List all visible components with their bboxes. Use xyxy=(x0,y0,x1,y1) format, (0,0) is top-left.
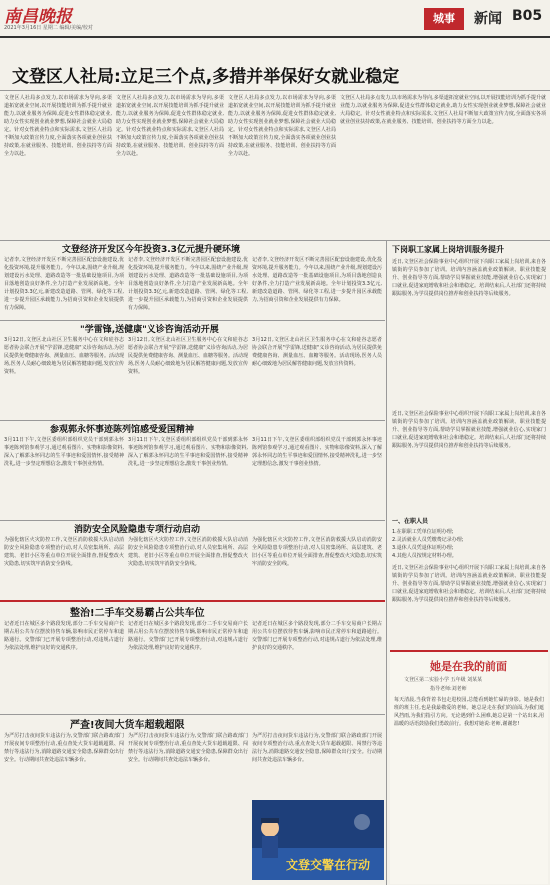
feature-author: 文登区第二实验小学 五年级 刘某某 xyxy=(404,677,483,683)
article-2-body-a: 记者李,文登经济开发区不断完善园区配套设施建设,优化投资环境,提升服务能力。今年以来,围绕产业升级,规划建设污水处理、道路改造等一批基础设施项目,为项目落地创造良好条件,全力打造产业发展新高地。全年计划投资3.3亿元,新建改造道路、管网、绿化等工程,进一步提升园区承载能力,为招商引资和企业发展提供有力保障。 xyxy=(4,257,124,311)
right-article-body-cont: 近日,文登区社会保险事业中心组织开展下岗职工家属上岗培训,来自各镇街的学员参加了培训。培训内容涵盖就业政策解读、职业技能提升、创业指导等方面,帮助学员掌握就业技能,增强就业信心,实现家门口就业,促进家庭增收和社会和谐稳定。培训结束后,人社部门还将持续跟踪服务,为学员提供岗位推荐和创业扶持等后续服务。 xyxy=(392,411,546,449)
masthead-rule xyxy=(0,36,550,38)
article-5-body-a: 为强化辖区火灾防控工作,文登区消防救援大队启动消防安全风险隐患专项整治行动,对人员密集场所、高层建筑、老旧小区等重点单位开展全面排查,督促整改火灾隐患,切实筑牢消防安全防线。 xyxy=(4,537,124,567)
masthead xyxy=(0,0,550,36)
list-item: 1.在职职工凭单位证明办理; xyxy=(392,529,454,535)
traffic-police-banner xyxy=(252,800,384,880)
section-tag: 城事 xyxy=(424,8,464,30)
rule-a4 xyxy=(0,520,385,521)
article-2-body-b: 记者李,文登经济开发区不断完善园区配套设施建设,优化投资环境,提升服务能力。今年以来,围绕产业升级,规划建设污水处理、道路改造等一批基础设施项目,为项目落地创造良好条件,全力打造产业发展新高地。全年计划投资3.3亿元,新建改造道路、管网、绿化等工程,进一步提升园区承载能力,为招商引资和企业发展提供有力保障。 xyxy=(128,257,248,311)
article-7-title: 严查!夜间大货车超载超限 xyxy=(70,720,185,731)
article-4-title: 参观郭永怀事迹陈列馆感受爱国精神 xyxy=(50,425,195,435)
feature-title: 她是在我的前面 xyxy=(430,660,507,673)
page-number: B05 xyxy=(512,8,543,24)
column-separator xyxy=(386,240,387,885)
right-article-title: 下岗职工家属上岗培训服务提升 xyxy=(392,245,504,254)
article-2-title: 文登经济开发区今年投资3.3亿元提升硬环境 xyxy=(62,245,240,255)
rule-a5 xyxy=(0,600,385,602)
article-3-body-c: 3月12日,文登区北山社区卫生服务中心在文和硅谷志愿者协会联合开展"学雷锋,送健康"义诊咨询活动,为居民提供免费健康咨询、测量血压、血糖等服务。活动现场,医务人员耐心细致地为居民解答健康问题,发放宣传资料。 xyxy=(252,337,382,367)
lead-story-col-2: 文登区人社局多点发力,以市场需求为导向,多渠道拓宽就业空间,以开展技能培训为抓手提升就业能力,以就业服务为保障,促进女性群体稳定就业,助力女性实现创业就业梦想,保障社会就业大局稳定。针对女性就业特点和实际需求,文登区人社局不断加大政策宣传力度,全面落实各项就业创业扶持政策,在就业服务、技能培训、创业扶持等方面全力以赴。 xyxy=(116,95,224,157)
article-5-body-b: 为强化辖区火灾防控工作,文登区消防救援大队启动消防安全风险隐患专项整治行动,对人员密集场所、高层建筑、老旧小区等重点单位开展全面排查,督促整改火灾隐患,切实筑牢消防安全防线。 xyxy=(128,537,248,567)
feature-body: 每天清晨,当我背着书包走进校园,总能看到她忙碌的身影。她是我们班的班主任,也是我最敬爱的老师。她总是走在我们的前面,为我们遮风挡雨,为我们指引方向。无论遇到什么困难,她总是第一个站出来,用温暖的话语鼓励我们勇敢前行。我想对她说:老师,谢谢您! xyxy=(394,697,544,727)
feature-essay xyxy=(390,650,548,884)
lead-rule xyxy=(0,240,550,241)
article-3-body-a: 3月12日,文登区北山社区卫生服务中心在文和硅谷志愿者协会联合开展"学雷锋,送健康"义诊咨询活动,为居民提供免费健康咨询、测量血压、血糖等服务。活动现场,医务人员耐心细致地为居民解答健康问题,发放宣传资料。 xyxy=(4,337,124,375)
article-7-body-b: 为严厉打击夜间货车违法行为,交警部门联合路政部门开展夜间专项整治行动,重点查处大货车超载超限、闯禁行等违法行为,消除道路交通安全隐患,保障群众出行安全。行动期间共查处违法车辆多台。 xyxy=(128,733,248,763)
list-item: 3.退休人员凭退休证明办理; xyxy=(392,545,454,551)
headline-rule xyxy=(0,90,550,91)
article-7-body-a: 为严厉打击夜间货车违法行为,交警部门联合路政部门开展夜间专项整治行动,重点查处大货车超载超限、闯禁行等违法行为,消除道路交通安全隐患,保障群众出行安全。行动期间共查处违法车辆多台。 xyxy=(4,733,124,763)
article-3-body-b: 3月12日,文登区北山社区卫生服务中心在文和硅谷志愿者协会联合开展"学雷锋,送健康"义诊咨询活动,为居民提供免费健康咨询、测量血压、血糖等服务。活动现场,医务人员耐心细致地为居民解答健康问题,发放宣传资料。 xyxy=(128,337,248,375)
article-7-body-c: 为严厉打击夜间货车违法行为,交警部门联合路政部门开展夜间专项整治行动,重点查处大货车超载超限、闯禁行等违法行为,消除道路交通安全隐患,保障群众出行安全。行动期间共查处违法车辆多台。 xyxy=(252,733,382,763)
rule-a2 xyxy=(0,320,385,321)
page-headline: 文登区人社局:立足三个点,多措并举保好女就业稳定 xyxy=(12,67,400,87)
article-5-title: 消防安全风险隐患专项行动启动 xyxy=(74,525,201,535)
right-list-heading: 一、在职人员 xyxy=(392,518,429,525)
article-6-body-a: 记者近日在城区多个路段发现,部分二手车交易商户长期占用公共车位摆放待售车辆,影响市民正常停车和道路通行。交警部门已开展专项整治行动,对违规占道行为依法处理,维护良好的交通秩序。 xyxy=(4,621,124,651)
right-article-body: 近日,文登区社会保险事业中心组织开展下岗职工家属上岗培训,来自各镇街的学员参加了培训。培训内容涵盖就业政策解读、职业技能提升、创业指导等方面,帮助学员掌握就业技能,增强就业信心,实现家门口就业,促进家庭增收和社会和谐稳定。培训结束后,人社部门还将持续跟踪服务,为学员提供岗位推荐和创业扶持等后续服务。 xyxy=(392,259,546,297)
page-column: 新闻 xyxy=(474,11,502,27)
newspaper-logo: 南昌晚报 xyxy=(4,7,72,27)
article-3-title: "学雷锋,送健康"义诊咨询活动开展 xyxy=(80,325,219,335)
rule-a6 xyxy=(0,714,385,715)
lead-story-col-4: 文登区人社局多点发力,以市场需求为导向,多渠道拓宽就业空间,以开展技能培训为抓手提升就业能力,以就业服务为保障,促进女性群体稳定就业,助力女性实现创业就业梦想,保障社会就业大局稳定。针对女性就业特点和实际需求,文登区人社局不断加大政策宣传力度,全面落实各项就业创业扶持政策,在就业服务、技能培训、创业扶持等方面全力以赴。 xyxy=(340,95,546,125)
lead-story-col-1: 文登区人社局多点发力,以市场需求为导向,多渠道拓宽就业空间,以开展技能培训为抓手提升就业能力,以就业服务为保障,促进女性群体稳定就业,助力女性实现创业就业梦想,保障社会就业大局稳定。针对女性就业特点和实际需求,文登区人社局不断加大政策宣传力度,全面落实各项就业创业扶持政策,在就业服务、技能培训、创业扶持等方面全力以赴。 xyxy=(4,95,112,157)
list-item: 2.灵活就业人员凭缴费记录办理; xyxy=(392,537,464,543)
rule-a3 xyxy=(0,420,385,421)
article-5-body-c: 为强化辖区火灾防控工作,文登区消防救援大队启动消防安全风险隐患专项整治行动,对人员密集场所、高层建筑、老旧小区等重点单位开展全面排查,督促整改火灾隐患,切实筑牢消防安全防线。 xyxy=(252,537,382,567)
article-2-body-c: 记者李,文登经济开发区不断完善园区配套设施建设,优化投资环境,提升服务能力。今年以来,围绕产业升级,规划建设污水处理、道路改造等一批基础设施项目,为项目落地创造良好条件,全力打造产业发展新高地。全年计划投资3.3亿元,新建改造道路、管网、绿化等工程,进一步提升园区承载能力,为招商引资和企业发展提供有力保障。 xyxy=(252,257,382,303)
article-4-body-c: 3月11日下午,文登区委组织部组织党员干部到郭永怀事迹陈列馆参观学习,通过观看图片、实物和影像资料,深入了解郭永怀同志的生平事迹和爱国情怀,接受精神洗礼,进一步坚定理想信念,激发干事创业热情。 xyxy=(252,437,382,467)
list-item: 4.其他人员按规定材料办理。 xyxy=(392,553,457,559)
article-4-body-b: 3月11日下午,文登区委组织部组织党员干部到郭永怀事迹陈列馆参观学习,通过观看图片、实物和影像资料,深入了解郭永怀同志的生平事迹和爱国情怀,接受精神洗礼,进一步坚定理想信念,激发干事创业热情。 xyxy=(128,437,248,467)
article-4-body-a: 3月11日下午,文登区委组织部组织党员干部到郭永怀事迹陈列馆参观学习,通过观看图片、实物和影像资料,深入了解郭永怀同志的生平事迹和爱国情怀,接受精神洗礼,进一步坚定理想信念,激发干事创业热情。 xyxy=(4,437,124,467)
feature-teacher: 指导老师:刘老师 xyxy=(430,686,467,692)
article-6-body-c: 记者近日在城区多个路段发现,部分二手车交易商户长期占用公共车位摆放待售车辆,影响市民正常停车和道路通行。交警部门已开展专项整治行动,对违规占道行为依法处理,维护良好的交通秩序。 xyxy=(252,621,382,651)
article-6-body-b: 记者近日在城区多个路段发现,部分二手车交易商户长期占用公共车位摆放待售车辆,影响市民正常停车和道路通行。交警部门已开展专项整治行动,对违规占道行为依法处理,维护良好的交通秩序。 xyxy=(128,621,248,651)
date-line: 2021年3月16日 星期二 编辑/美编/校对 xyxy=(4,25,93,31)
right-article-tail: 近日,文登区社会保险事业中心组织开展下岗职工家属上岗培训,来自各镇街的学员参加了培训。培训内容涵盖就业政策解读、职业技能提升、创业指导等方面,帮助学员掌握就业技能,增强就业信心,实现家门口就业,促进家庭增收和社会和谐稳定。培训结束后,人社部门还将持续跟踪服务,为学员提供岗位推荐和创业扶持等后续服务。 xyxy=(392,565,546,603)
banner-text: 文登交警在行动 xyxy=(286,858,371,872)
lead-story-col-3: 文登区人社局多点发力,以市场需求为导向,多渠道拓宽就业空间,以开展技能培训为抓手提升就业能力,以就业服务为保障,促进女性群体稳定就业,助力女性实现创业就业梦想,保障社会就业大局稳定。针对女性就业特点和实际需求,文登区人社局不断加大政策宣传力度,全面落实各项就业创业扶持政策,在就业服务、技能培训、创业扶持等方面全力以赴。 xyxy=(228,95,336,157)
right-list xyxy=(392,528,546,560)
article-6-title: 整治!二手车交易霸占公共车位 xyxy=(70,608,205,619)
